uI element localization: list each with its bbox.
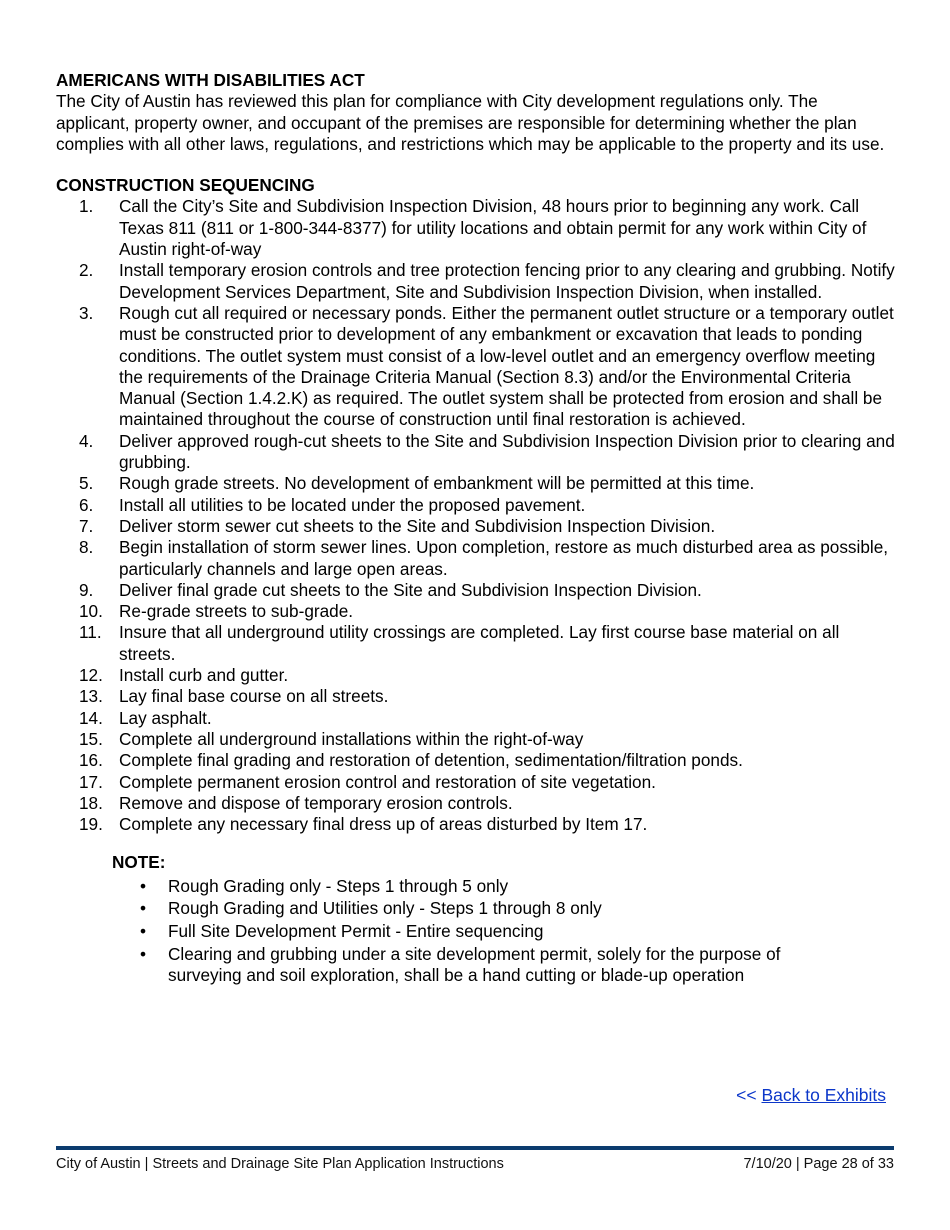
step-number: 18. [79, 792, 103, 813]
step-text: Deliver final grade cut sheets to the Site and Subdivision Inspection Division. [119, 579, 702, 600]
note-item-text: Clearing and grubbing under a site development permit, solely for the purpose of surveying and soil exploration, shall be a hand cutting or blade-up operation [168, 944, 781, 986]
sequencing-step [56, 473, 896, 494]
bullet-icon: • [140, 875, 147, 896]
step-number: 3. [79, 302, 94, 323]
note-item [112, 898, 896, 919]
step-number: 11. [79, 622, 102, 643]
note-item-text: Rough Grading and Utilities only - Steps 1 through 8 only [168, 898, 602, 919]
step-text: Rough grade streets. No development of embankment will be permitted at this time. [119, 473, 755, 494]
step-number: 19. [79, 814, 103, 835]
ada-paragraph: The City of Austin has reviewed this plan for compliance with City development regulations only. The applicant, property owner, and occupant of the premises are responsible for determining whether the plan complies with all other laws, regulations, and restrictions which may be applicable to the property and its use. [56, 91, 885, 154]
note-item [112, 944, 896, 987]
step-number: 10. [79, 601, 103, 622]
step-text: Complete any necessary final dress up of areas disturbed by Item 17. [119, 814, 648, 835]
step-number: 12. [79, 665, 103, 686]
note-item [112, 921, 896, 942]
ada-heading: AMERICANS WITH DISABILITIES ACT [56, 70, 365, 90]
note-item-text: Rough Grading only - Steps 1 through 5 only [168, 875, 509, 896]
document-page [56, 70, 896, 988]
step-text: Install temporary erosion controls and tree protection fencing prior to any clearing and grubbing. Notify Development Services Department, Site and Subdivision Inspection Division, when installed. [119, 260, 895, 302]
note-title: NOTE: [112, 852, 166, 873]
back-arrows: << [736, 1085, 757, 1105]
sequencing-heading: CONSTRUCTION SEQUENCING [56, 175, 315, 196]
step-number: 5. [79, 473, 94, 494]
step-text: Deliver approved rough-cut sheets to the Site and Subdivision Inspection Division prior to clearing and grubbing. [119, 430, 895, 473]
step-text: Complete final grading and restoration of detention, sedimentation/filtration ponds. [119, 750, 743, 771]
sequencing-step [56, 431, 896, 474]
sequencing-step [56, 665, 896, 686]
step-number: 13. [79, 686, 103, 707]
sequencing-step [56, 772, 896, 793]
sequencing-step [56, 601, 896, 622]
step-number: 9. [79, 579, 94, 600]
footer-date-page: 7/10/20 | Page 28 of 33 [743, 1156, 894, 1172]
step-text: Rough cut all required or necessary ponds. Either the permanent outlet structure or a temporary outlet must be constructed prior to development of any embankment or excavation that leads to ponding conditions. The outlet system must consist of a low-level outlet and an emergency overflow meeting the requirements of the Drainage Criteria Manual (Section 8.3) and/or the Environmental Criteria Manual (Section 1.4.2.K) as required. The outlet system shall be protected from erosion and shall be maintained throughout the course of construction until final restoration is achieved. [119, 302, 894, 430]
sequencing-step [56, 686, 896, 707]
step-number: 7. [79, 515, 94, 536]
sequencing-step [56, 260, 896, 303]
sequencing-steps-list [56, 196, 896, 835]
note-block [112, 852, 896, 986]
note-item-text: Full Site Development Permit - Entire sequencing [168, 921, 544, 942]
sequencing-step [56, 814, 896, 835]
sequencing-step [56, 622, 896, 665]
back-to-exhibits-link[interactable]: Back to Exhibits [761, 1085, 886, 1105]
step-text: Complete permanent erosion control and restoration of site vegetation. [119, 771, 656, 792]
sequencing-step [56, 196, 896, 260]
sequencing-step [56, 708, 896, 729]
footer-document-title: City of Austin | Streets and Drainage Site Plan Application Instructions [56, 1156, 504, 1172]
step-text: Re-grade streets to sub-grade. [119, 601, 354, 622]
step-text: Install curb and gutter. [119, 665, 289, 686]
step-text: Insure that all underground utility crossings are completed. Lay first course base material on all streets. [119, 622, 840, 664]
sequencing-step [56, 580, 896, 601]
bullet-icon: • [140, 898, 147, 919]
step-number: 14. [79, 707, 103, 728]
sequencing-step [56, 303, 896, 431]
step-text: Install all utilities to be located under the proposed pavement. [119, 494, 586, 515]
step-number: 16. [79, 750, 103, 771]
footer-divider [56, 1146, 894, 1150]
sequencing-step [56, 495, 896, 516]
bullet-icon: • [140, 944, 147, 965]
step-text: Begin installation of storm sewer lines. Upon completion, restore as much disturbed area as possible, particularly channels and large open areas. [119, 537, 889, 579]
step-number: 15. [79, 728, 103, 749]
step-text: Complete all underground installations within the right-of-way [119, 728, 584, 749]
step-text: Lay asphalt. [119, 707, 212, 728]
step-number: 1. [79, 196, 94, 217]
note-item [112, 876, 896, 897]
step-text: Remove and dispose of temporary erosion controls. [119, 792, 513, 813]
section-spacer [56, 155, 896, 175]
step-text: Lay final base course on all streets. [119, 686, 389, 707]
sequencing-step [56, 537, 896, 580]
step-text: Deliver storm sewer cut sheets to the Site and Subdivision Inspection Division. [119, 515, 716, 536]
back-to-exhibits-nav [736, 1085, 886, 1106]
note-bullet-list [112, 876, 896, 987]
step-number: 8. [79, 537, 94, 558]
sequencing-step [56, 729, 896, 750]
step-number: 17. [79, 771, 103, 792]
step-number: 2. [79, 260, 94, 281]
step-number: 4. [79, 430, 94, 451]
step-number: 6. [79, 494, 94, 515]
bullet-icon: • [140, 921, 147, 942]
step-text: Call the City’s Site and Subdivision Inspection Division, 48 hours prior to beginning any work. Call Texas 811 (811 or 1-800-344-8377) for utility locations and obtain permit for any work within City of Austin right-of-way [119, 196, 867, 260]
sequencing-step [56, 750, 896, 771]
sequencing-step [56, 516, 896, 537]
sequencing-step [56, 793, 896, 814]
